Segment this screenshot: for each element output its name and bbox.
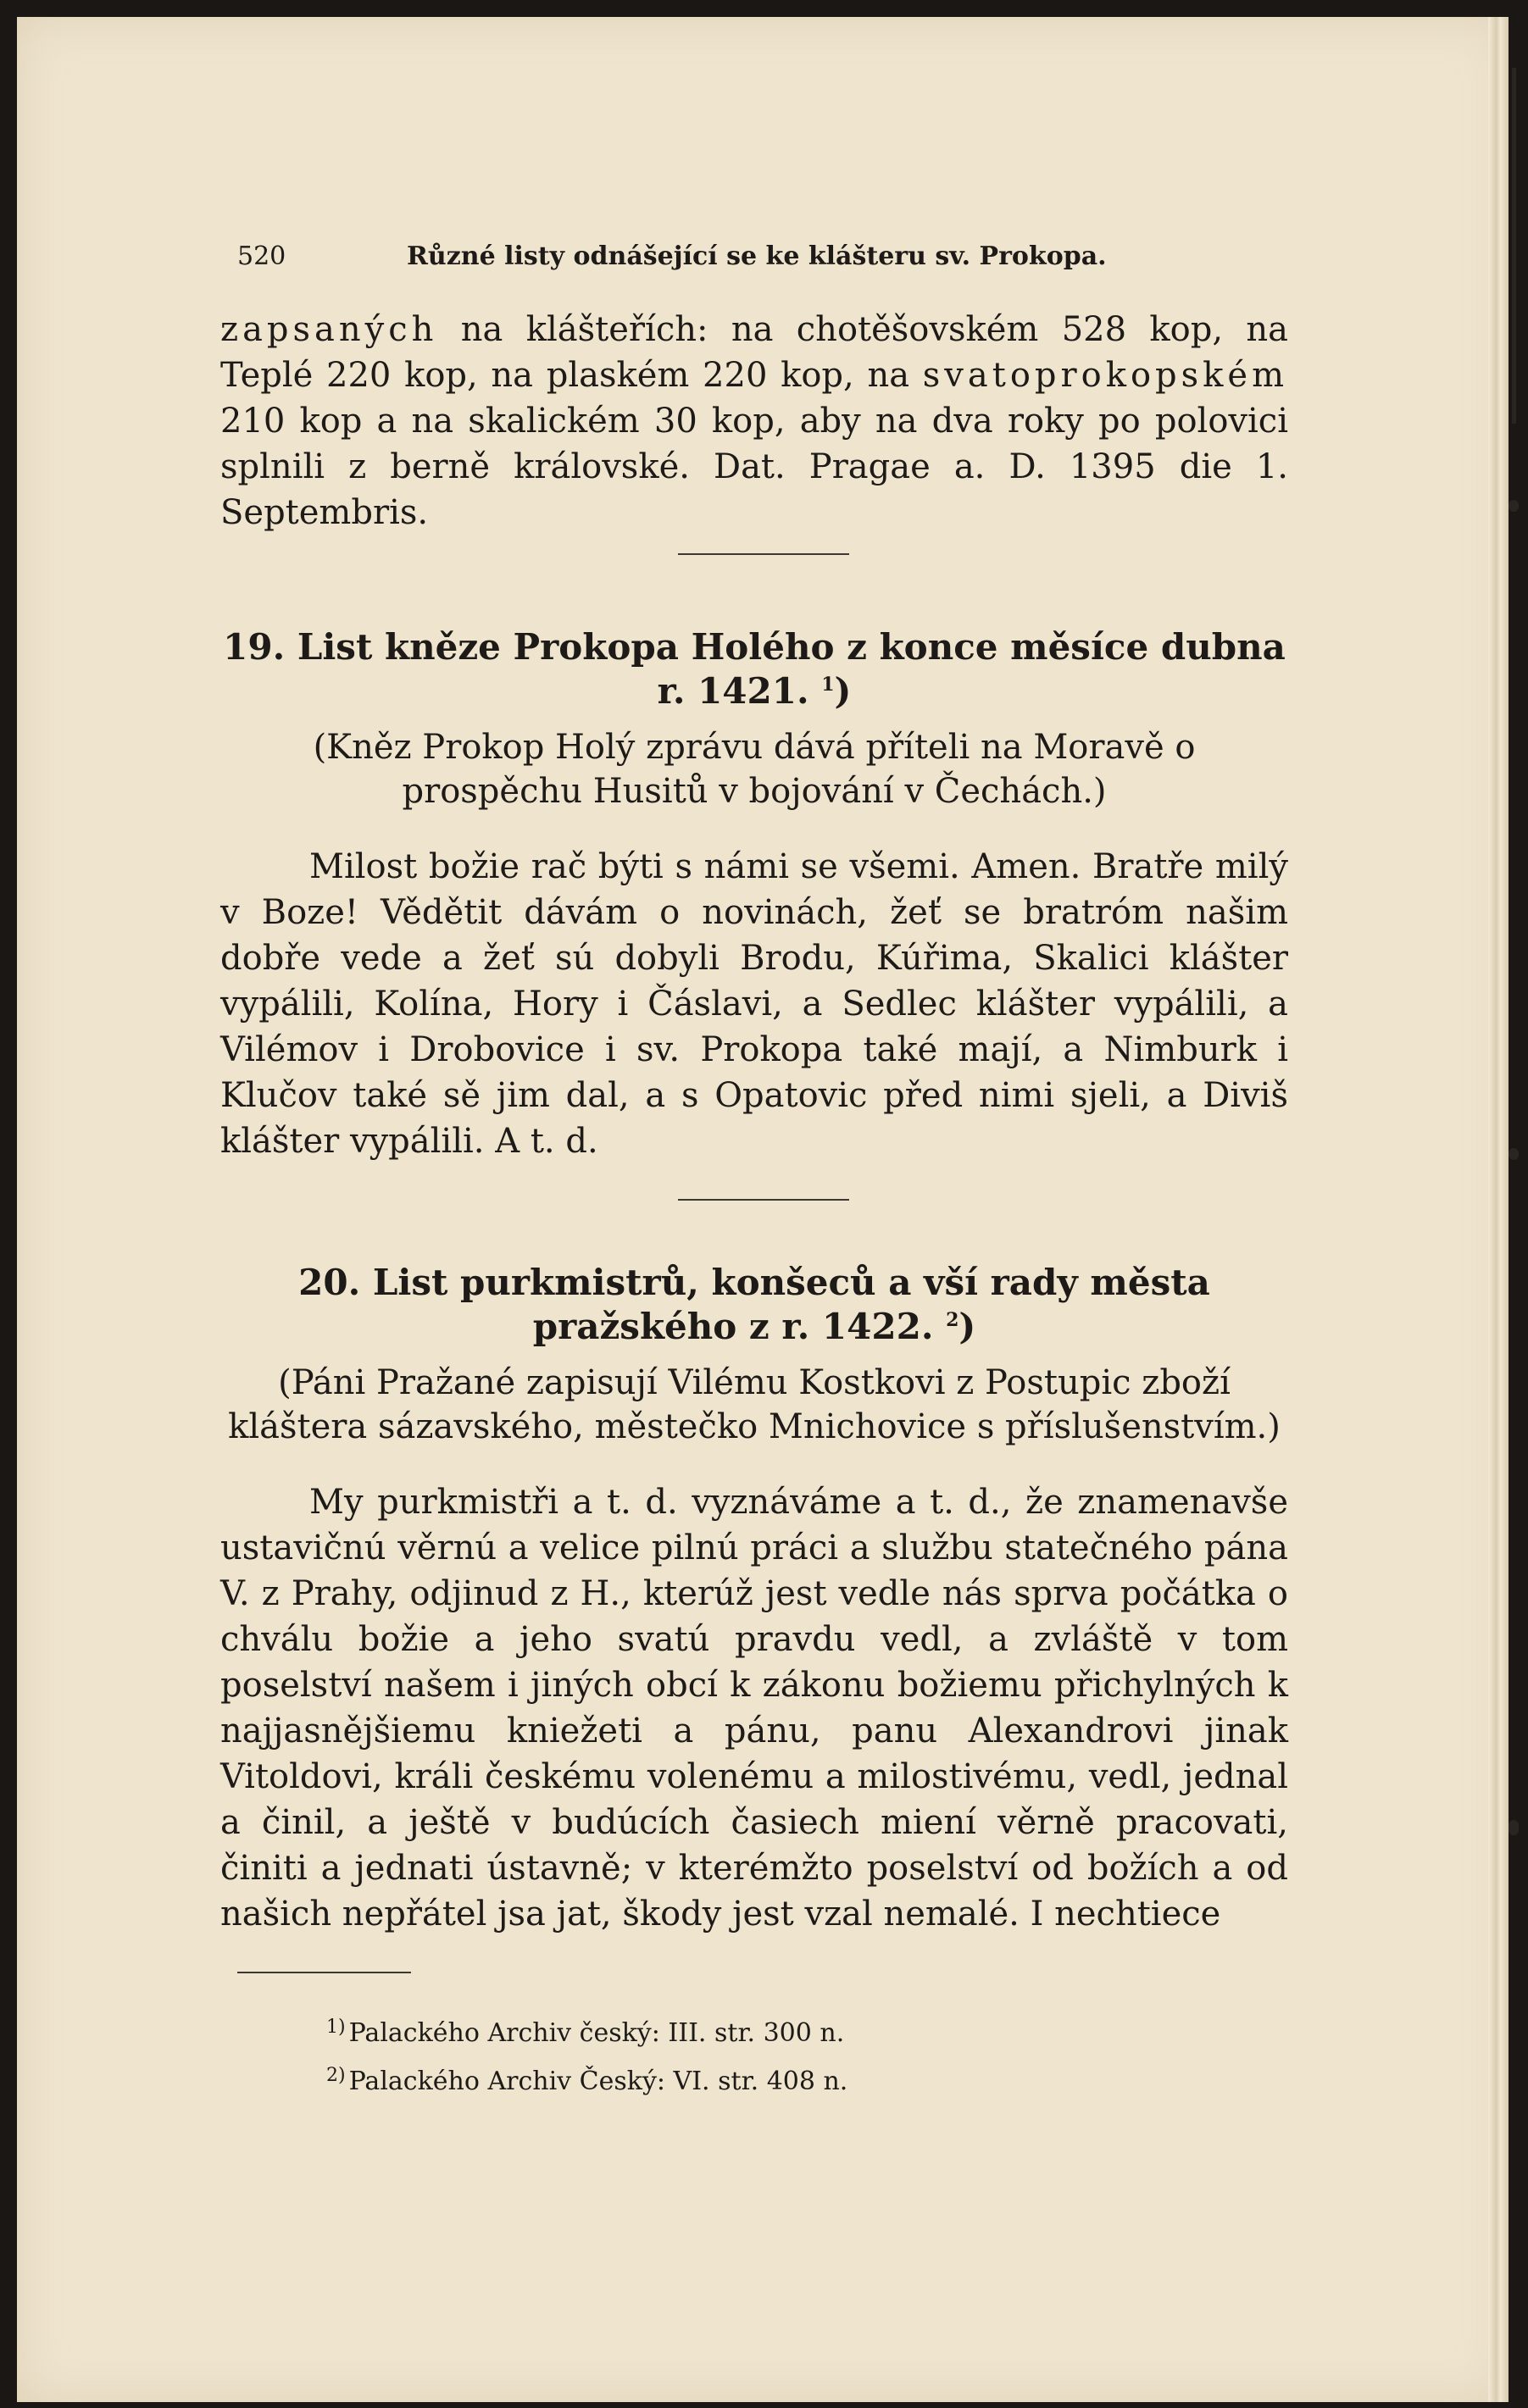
top-paragraph-block (220, 307, 1288, 535)
section-separator-rule (678, 1199, 849, 1201)
section-separator-rule (678, 553, 849, 555)
section-20 (220, 1261, 1288, 1937)
binding-edge-mark (1509, 500, 1519, 512)
section-20-title: 20. List purkmistrů, konšeců a vší rady města pražského z r. 1422. (298, 1262, 1210, 1347)
spaced-word-svatoprokopskem: svatoprokopském (922, 356, 1288, 395)
paragraph-text-part-2: 210 kop a na skalickém 30 kop, aby na dva roky po polovici splnili z berně královské. Dat. Pragae a. D. 1395 die 1. Septembris. (220, 402, 1288, 532)
section-19-title: 19. List kněze Prokopa Holého z konce měsíce dubna r. 1421. (223, 626, 1286, 712)
section-19 (220, 625, 1288, 1164)
page-header (237, 241, 1170, 271)
page-edge (1488, 17, 1509, 2402)
section-20-heading: 20. List purkmistrů, konšeců a vší rady města pražského z r. 1422. $^2$) (298, 1262, 1210, 1347)
footnotes (326, 2006, 1174, 2103)
footnote-2 (326, 2055, 1174, 2103)
footnote-rule (237, 1972, 411, 1973)
footnote-text: Palackého Archiv český: III. str. 300 n. (348, 2018, 845, 2048)
running-title: Různé listy odnášející se ke klášteru sv. Prokopa. (407, 241, 1107, 271)
top-paragraph (220, 307, 1288, 535)
section-19-summary: (Kněz Prokop Holý zprávu dává příteli na Moravě o prospěchu Husitů v bojování v Čechách.) (313, 728, 1196, 811)
footnote-ref-1: 1 (821, 674, 835, 696)
section-19-heading: 19. List kněze Prokopa Holého z konce měsíce dubna r. 1421. $^1$) (223, 626, 1286, 712)
binding-edge-mark (1509, 1148, 1519, 1160)
page-number: 520 (237, 241, 286, 271)
section-19-body: Milost božie rač býti s námi se všemi. Amen. Bratře milý v Boze! Vědětit dávám o novinách, žeť se bratróm našim dobře vede a žeť sú dobyli Brodu, Kúřima, Skalici klášter vypálili, Kolína, Hory i Čáslavi, a Sedlec klášter vypálili, a Vilémov i Drobovice i sv. Prokopa také mají, a Nimburk i Klučov také sě jim dal, a s Opatovic před nimi sjeli, a Diviš klášter vypálili. A t. d. (220, 847, 1288, 1161)
footnote-text: Palackého Archiv Český: VI. str. 408 n. (348, 2067, 848, 2096)
section-20-body: My purkmistři a t. d. vyznáváme a t. d., že znamenavše ustavičnú věrnú a velice pilnú práci a službu statečného pána V. z Prahy, odjinud z H., kterúž jest vedle nás sprva počátka o chválu božie a jeho svatú pravdu vedl, a zvláště v tom poselství našem i jiných obcí k zákonu božiemu přichylných k najjasnějšiemu kniežeti a pánu, panu Alexandrovi jinak Vitoldovi, králi českému volenému a milostivému, vedl, jednal a činil, a ještě v budúcích časiech miení věrně pracovati, činiti a jednati ústavně; v kterémžto poselství od božích a od našich nepřátel jsa jat, škody jest vzal nemalé. I nechtiece (220, 1483, 1288, 1934)
binding-edge-mark (1512, 68, 1516, 424)
footnote-mark: 2) (326, 2065, 346, 2086)
section-20-summary: (Páni Pražané zapisují Vilému Kostkovi z Postupic zboží kláštera sázavského, městečko Mnichovice s příslušenstvím.) (228, 1363, 1281, 1446)
spaced-word-zapsanych: zapsaných (220, 310, 438, 349)
paragraph-text-part-1: na klášteřích: na chotěšovském 528 kop, na Teplé 220 kop, na plaském 220 kop, na (220, 310, 1288, 395)
footnote-ref-2: 2 (946, 1309, 959, 1331)
footnote-1 (326, 2006, 1174, 2055)
binding-edge-mark (1509, 1820, 1519, 1835)
footnote-mark: 1) (326, 2017, 346, 2038)
